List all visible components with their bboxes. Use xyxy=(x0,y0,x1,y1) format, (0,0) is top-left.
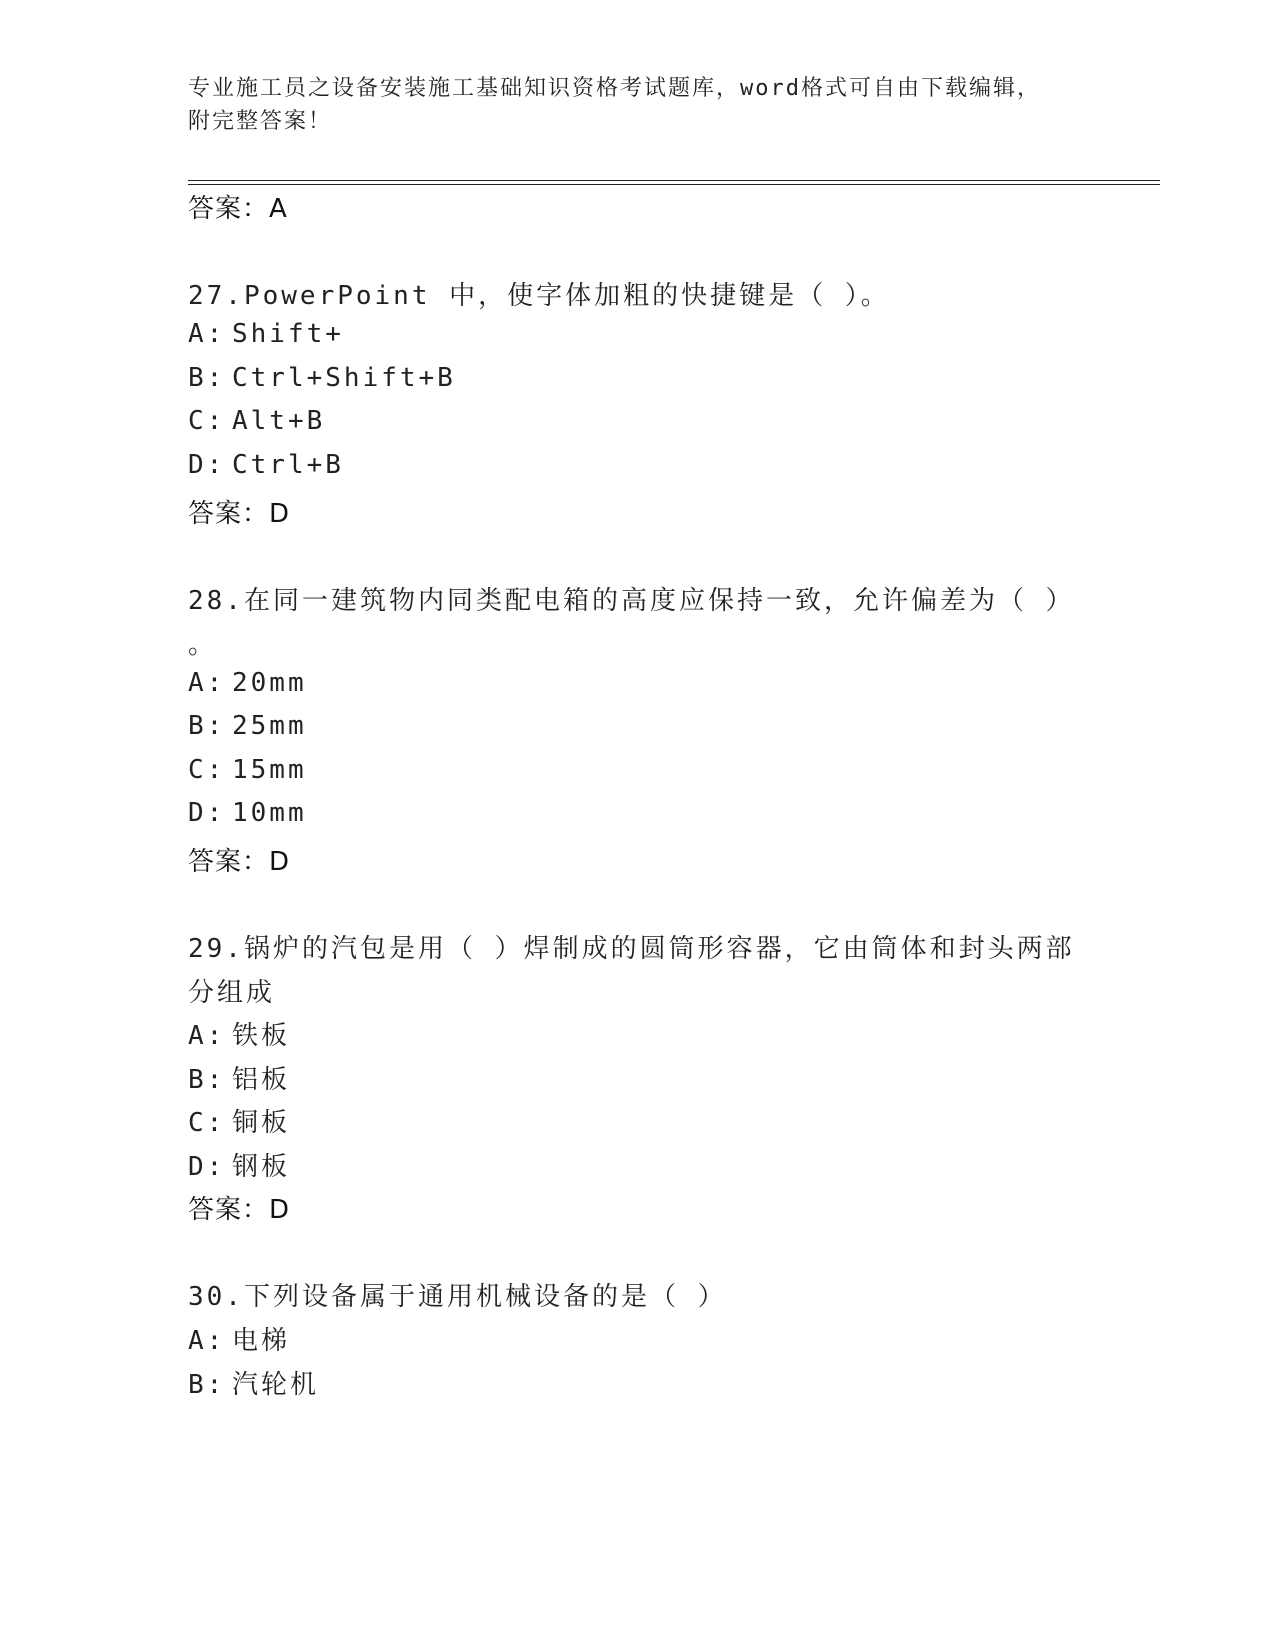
question-28-stem: 28.在同一建筑物内同类配电箱的高度应保持一致，允许偏差为（ ） xyxy=(188,586,1075,616)
answer-text: 答案：A xyxy=(188,194,288,224)
option-label: B: xyxy=(188,363,226,393)
option-label: B: xyxy=(188,1065,226,1095)
header-divider-bottom xyxy=(188,184,1160,185)
question-29-option-a xyxy=(188,1015,290,1052)
question-29-option-d xyxy=(188,1146,290,1183)
question-30-option-a xyxy=(188,1320,290,1357)
option-text: 10mm xyxy=(232,798,307,828)
option-label: A: xyxy=(188,1326,226,1356)
question-29-answer: 答案：D xyxy=(188,1195,291,1225)
option-label: B: xyxy=(188,1370,226,1400)
option-label: B: xyxy=(188,711,226,741)
question-28-option-d xyxy=(188,798,307,828)
question-27-answer: 答案：D xyxy=(188,499,291,529)
question-27-option-c xyxy=(188,406,325,436)
header-divider-top xyxy=(188,180,1160,181)
question-29-option-c xyxy=(188,1102,290,1139)
option-text: 钢板 xyxy=(232,1152,291,1182)
option-text: 15mm xyxy=(232,755,307,785)
option-text: Shift+ xyxy=(232,319,344,349)
option-label: D: xyxy=(188,1152,226,1182)
question-28-option-c xyxy=(188,755,307,785)
document-header xyxy=(188,72,1088,138)
option-text: 汽轮机 xyxy=(232,1370,320,1400)
question-27-stem: 27.PowerPoint 中，使字体加粗的快捷键是（ ）。 xyxy=(188,281,890,311)
question-29-option-b xyxy=(188,1059,290,1096)
option-text: Ctrl+B xyxy=(232,450,344,480)
question-29-stem-cont: 分组成 xyxy=(188,978,276,1008)
option-label: C: xyxy=(188,755,226,785)
header-line-1: 专业施工员之设备安装施工基础知识资格考试题库，word格式可自由下载编辑， xyxy=(188,76,1041,101)
option-label: D: xyxy=(188,450,226,480)
option-label: C: xyxy=(188,406,226,436)
option-label: A: xyxy=(188,1021,226,1051)
option-label: D: xyxy=(188,798,226,828)
question-30-option-b xyxy=(188,1364,319,1401)
option-text: Ctrl+Shift+B xyxy=(232,363,456,393)
option-text: 电梯 xyxy=(232,1326,291,1356)
question-28-option-b xyxy=(188,711,307,741)
option-text: 铝板 xyxy=(232,1065,291,1095)
question-30-stem: 30.下列设备属于通用机械设备的是（ ） xyxy=(188,1282,727,1312)
option-text: 25mm xyxy=(232,711,307,741)
option-label: C: xyxy=(188,1108,226,1138)
header-line-2: 附完整答案！ xyxy=(188,109,333,134)
question-29-stem: 29.锅炉的汽包是用（ ）焊制成的圆筒形容器，它由筒体和封头两部 xyxy=(188,934,1075,964)
option-label: A: xyxy=(188,319,226,349)
question-28-answer: 答案：D xyxy=(188,847,291,877)
question-28-option-a xyxy=(188,668,307,698)
question-27-option-a xyxy=(188,319,344,349)
option-text: 铁板 xyxy=(232,1021,291,1051)
question-27-option-b xyxy=(188,363,456,393)
option-text: 20mm xyxy=(232,668,307,698)
option-label: A: xyxy=(188,668,226,698)
option-text: Alt+B xyxy=(232,406,326,436)
question-28-stem-cont: 。 xyxy=(188,630,218,660)
option-text: 铜板 xyxy=(232,1108,291,1138)
question-27-option-d xyxy=(188,450,344,480)
